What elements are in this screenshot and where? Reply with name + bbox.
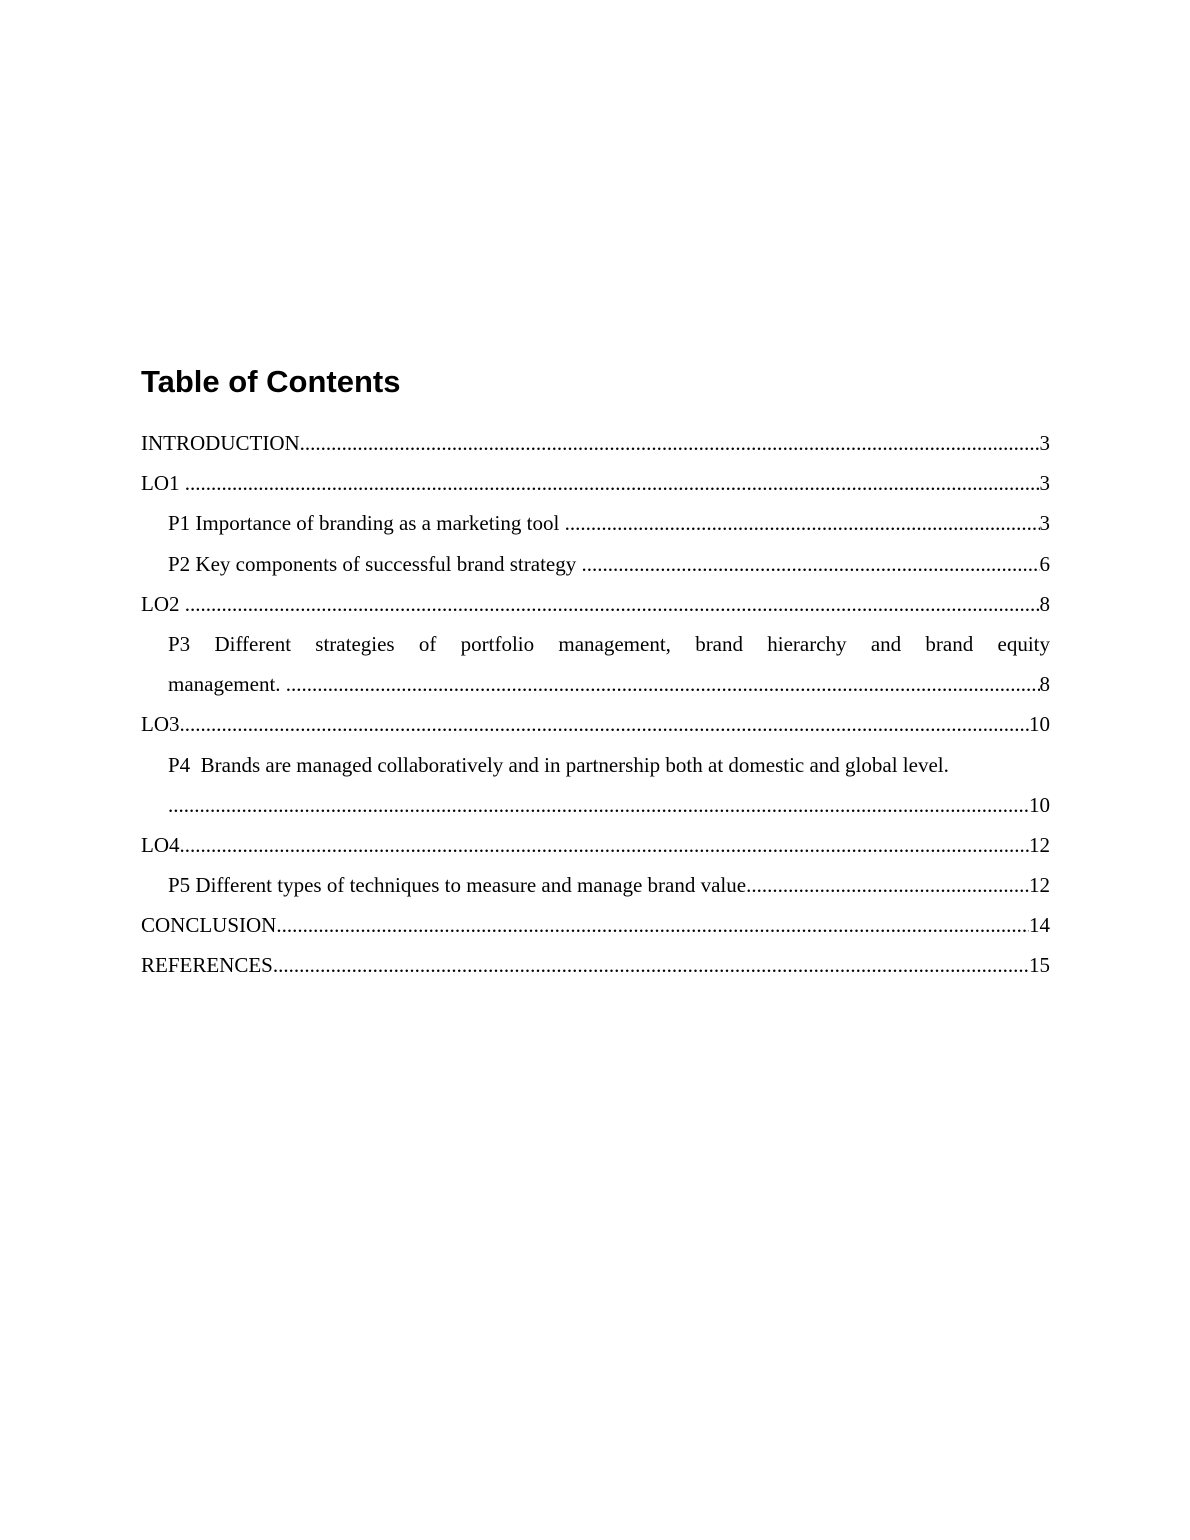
toc-page-number: 3 xyxy=(1039,511,1050,536)
toc-leader-dots xyxy=(185,584,1040,624)
toc-entry-p4-line2[interactable] xyxy=(141,785,1050,825)
toc-leader-dots xyxy=(582,544,1040,584)
toc-page-number: 6 xyxy=(1039,551,1050,576)
toc-leader-dots xyxy=(276,905,1029,945)
toc-leader-dots xyxy=(180,704,1030,744)
toc-entry-p3-line1[interactable] xyxy=(141,624,1050,664)
toc-page-number: 15 xyxy=(1029,953,1050,978)
toc-leader-dots xyxy=(180,825,1030,865)
toc-entry-lo1[interactable] xyxy=(141,463,1050,503)
toc-entry-lo3[interactable] xyxy=(141,704,1050,744)
toc-page-number: 10 xyxy=(1029,792,1050,817)
toc-entry-text: LO1 xyxy=(141,471,185,496)
toc-entry-text: LO3 xyxy=(141,712,180,737)
toc-entry-lo2[interactable] xyxy=(141,584,1050,624)
toc-entry-p5[interactable] xyxy=(141,865,1050,905)
toc-page-number: 3 xyxy=(1039,471,1050,496)
toc-leader-dots xyxy=(300,423,1040,463)
toc-entry-text: LO2 xyxy=(141,591,185,616)
toc-page-number: 14 xyxy=(1029,913,1050,938)
toc-list xyxy=(141,423,1050,986)
toc-entry-introduction[interactable] xyxy=(141,423,1050,463)
toc-leader-dots xyxy=(273,945,1029,985)
toc-entry-lo4[interactable] xyxy=(141,825,1050,865)
toc-entry-text: CONCLUSION xyxy=(141,913,277,938)
toc-leader-dots xyxy=(168,785,1029,825)
toc-entry-text: management. xyxy=(168,672,286,697)
toc-page-number: 3 xyxy=(1039,431,1050,455)
toc-entry-text: P4 Brands are managed collaboratively and in partnership both at domestic and global level. xyxy=(168,752,949,777)
toc-leader-dots xyxy=(185,463,1040,503)
toc-entry-text: LO4 xyxy=(141,832,180,857)
toc-page-number: 12 xyxy=(1029,873,1050,898)
toc-entry-text: P2 Key components of successful brand strategy xyxy=(168,551,582,576)
toc-entry-text: P5 Different types of techniques to measure and manage brand value xyxy=(168,873,747,898)
toc-entry-p4-line1[interactable] xyxy=(141,745,1050,785)
toc-entry-text: P1 Importance of branding as a marketing tool xyxy=(168,511,565,536)
toc-leader-dots xyxy=(565,503,1040,543)
toc-entry-text: P3 Different strategies of portfolio management, brand hierarchy and brand equity xyxy=(168,631,1050,656)
toc-entry-references[interactable] xyxy=(141,945,1050,985)
toc-leader-dots xyxy=(746,865,1029,905)
toc-entry-p2[interactable] xyxy=(141,544,1050,584)
toc-title: Table of Contents xyxy=(141,364,401,399)
toc-entry-conclusion[interactable] xyxy=(141,905,1050,945)
toc-page-number: 8 xyxy=(1039,591,1050,616)
toc-page-number: 8 xyxy=(1039,672,1050,697)
toc-entry-text: INTRODUCTION xyxy=(141,431,300,455)
toc-entry-p1[interactable] xyxy=(141,503,1050,543)
toc-entry-text: REFERENCES xyxy=(141,953,273,978)
toc-leader-dots xyxy=(286,664,1040,704)
toc-entry-p3-line2[interactable] xyxy=(141,664,1050,704)
toc-page-number: 10 xyxy=(1029,712,1050,737)
toc-page-number: 12 xyxy=(1029,832,1050,857)
